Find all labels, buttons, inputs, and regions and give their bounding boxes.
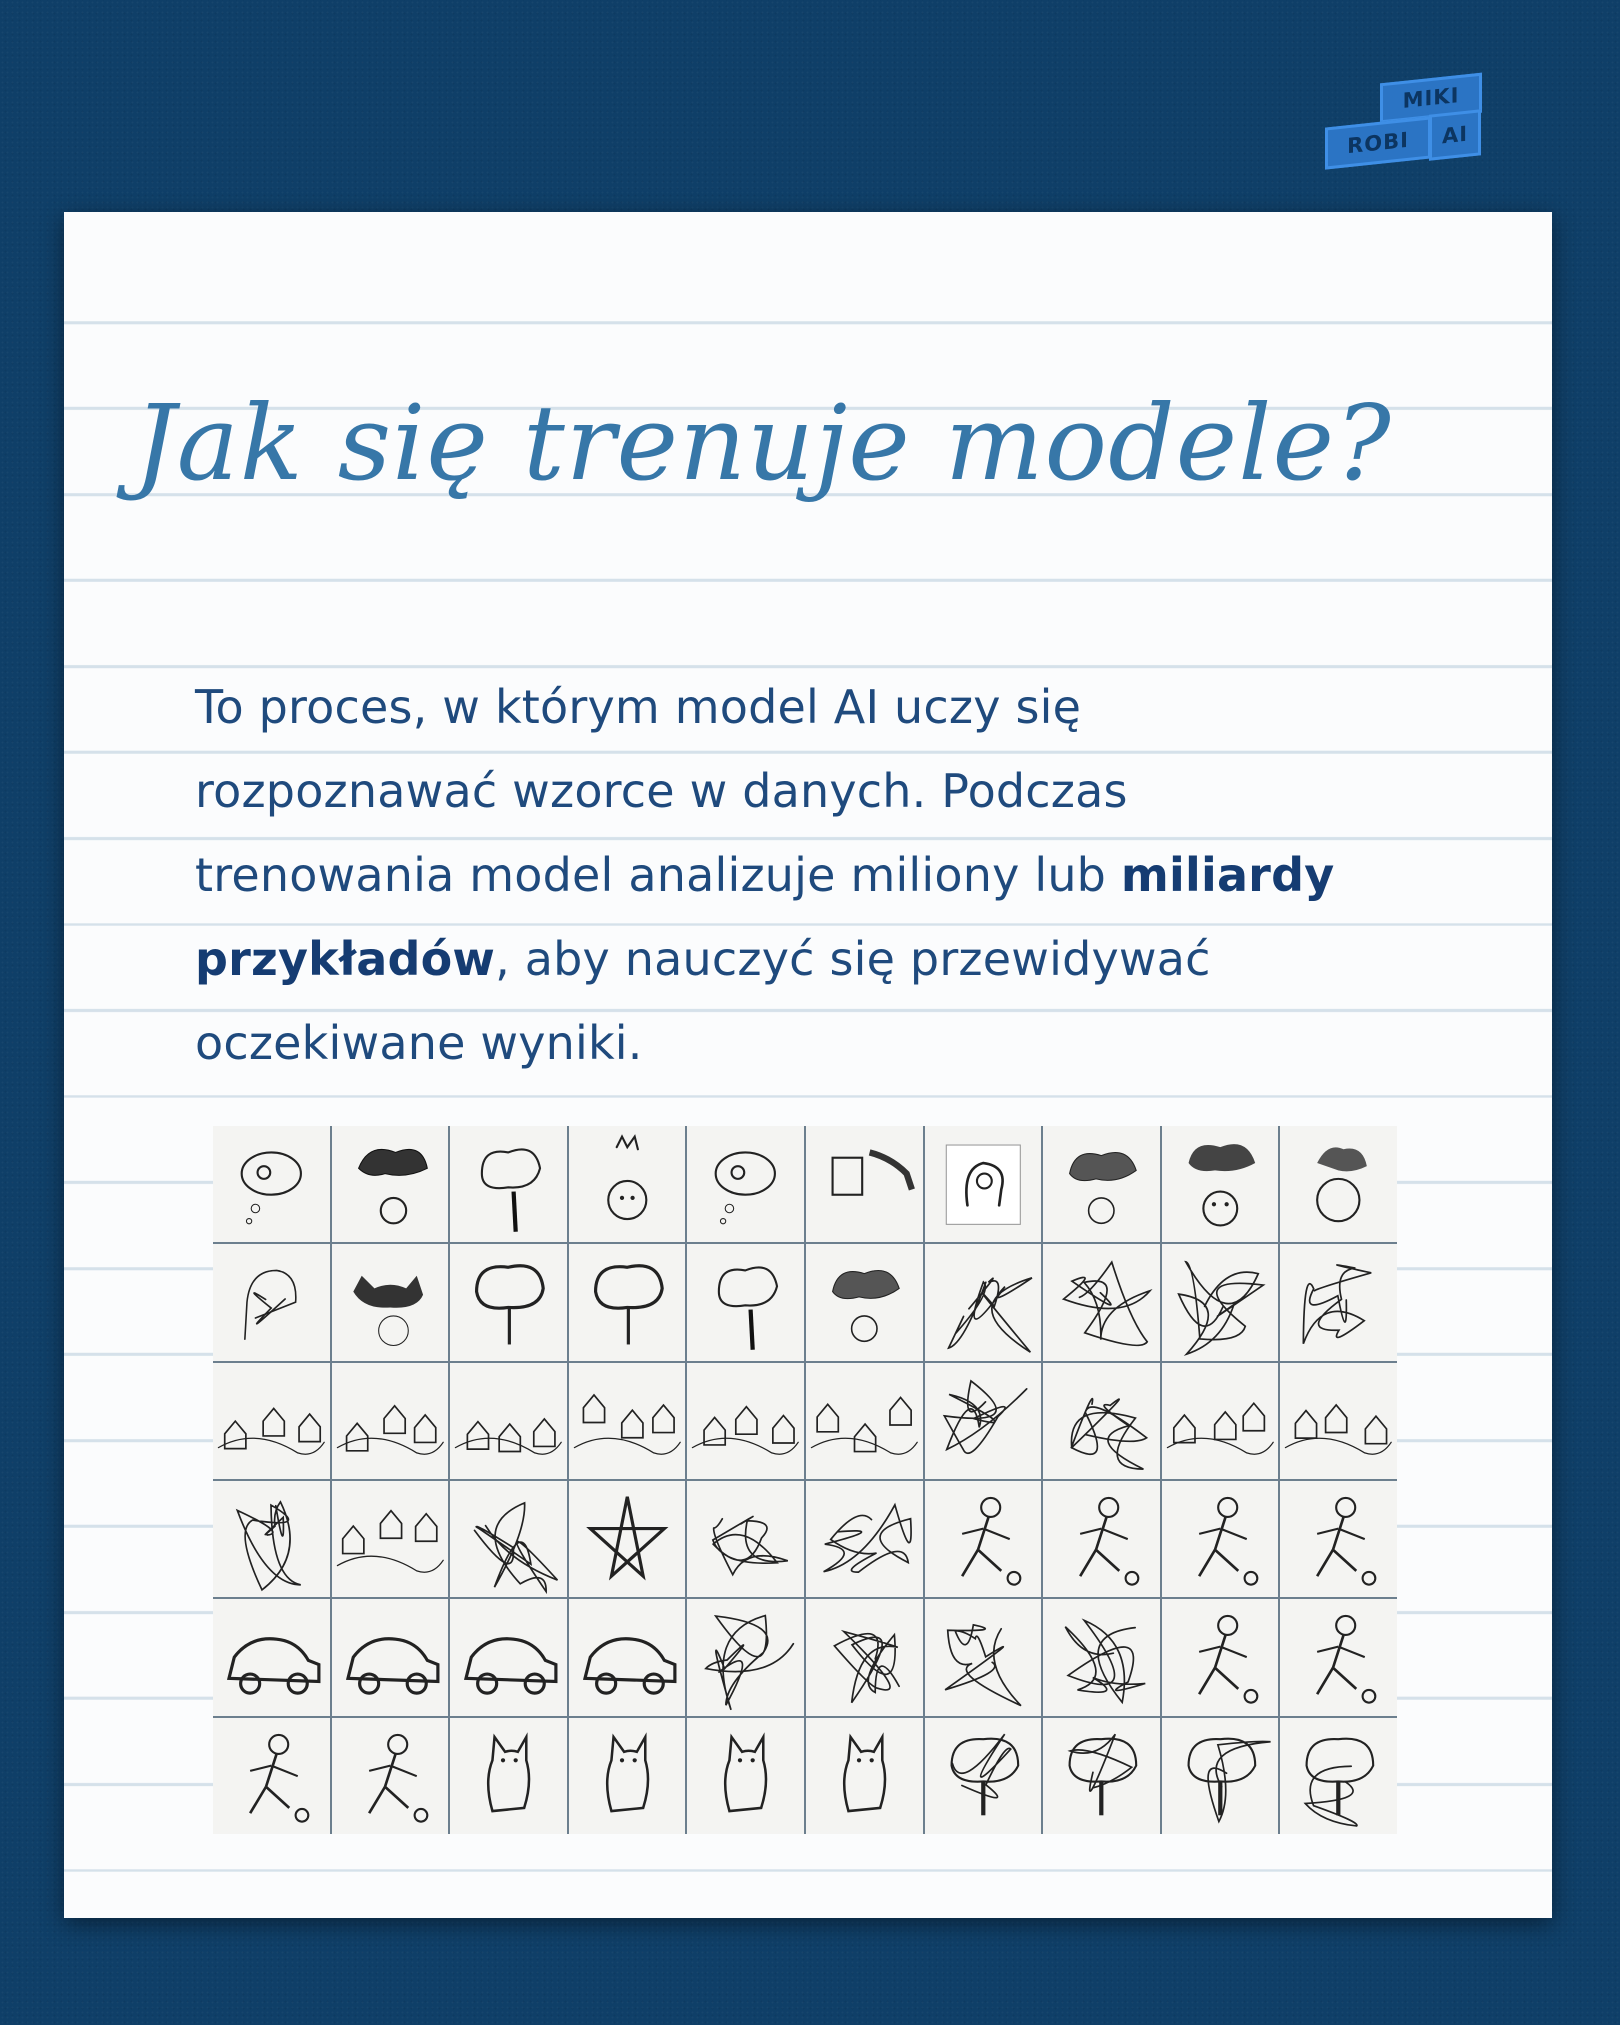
sketch-cat (569, 1718, 686, 1834)
sketch-stick-figure (213, 1718, 330, 1834)
sketch-houses (806, 1363, 923, 1479)
sketch-stick-figure (1162, 1481, 1279, 1597)
description-text-end: , aby nauczyć się przewidywać oczekiwane wyniki. (195, 932, 1211, 1070)
sketch-image-grid (213, 1126, 1397, 1834)
sketch-houses (213, 1363, 330, 1479)
sketch-cat-face (569, 1126, 686, 1242)
sketch-houses (332, 1481, 449, 1597)
sketch-tree (925, 1718, 1042, 1834)
lined-paper-card (64, 212, 1552, 1918)
sketch-car (332, 1599, 449, 1715)
sketch-houses (569, 1363, 686, 1479)
sketch-stick-figure (1043, 1481, 1160, 1597)
sketch-thought-bubble (213, 1126, 330, 1242)
sketch-scribble (806, 1481, 923, 1597)
description-text-start: To proces, w którym model AI uczy się rozpoznawać wzorce w danych. Podczas trenowania model analizuje miliony lub (195, 680, 1128, 902)
sketch-scribble (1280, 1244, 1397, 1360)
description-paragraph (195, 665, 1375, 1085)
brand-logo (1325, 60, 1485, 170)
sketch-hand-drawing (806, 1126, 923, 1242)
sketch-car (450, 1599, 567, 1715)
sketch-tree (1043, 1718, 1160, 1834)
sketch-scribble (1043, 1244, 1160, 1360)
sketch-scribble (450, 1481, 567, 1597)
sketch-cloud-face (332, 1126, 449, 1242)
sketch-stick-figure (1280, 1481, 1397, 1597)
sketch-scribble (1043, 1599, 1160, 1715)
sketch-cat-cloud (332, 1244, 449, 1360)
sketch-scribble (1043, 1363, 1160, 1479)
sketch-houses (687, 1363, 804, 1479)
sketch-scribble (213, 1481, 330, 1597)
logo-miki-block: MIKI (1380, 73, 1482, 124)
sketch-face-cat (1280, 1126, 1397, 1242)
sketch-houses (1280, 1363, 1397, 1479)
sketch-cloud-cat (1043, 1126, 1160, 1242)
sketch-cloud-cat (806, 1244, 923, 1360)
sketch-scribble (687, 1599, 804, 1715)
sketch-tree (1162, 1718, 1279, 1834)
sketch-scribble (925, 1599, 1042, 1715)
sketch-car (569, 1599, 686, 1715)
sketch-houses (1162, 1363, 1279, 1479)
sketch-thought-bubble (687, 1126, 804, 1242)
description-bold-text: miliardy przykładów (195, 848, 1335, 986)
sketch-houses (332, 1363, 449, 1479)
page-title: Jak się trenuje modele? (134, 382, 1392, 504)
sketch-cloud-pencil (687, 1244, 804, 1360)
sketch-cloud-tree (450, 1244, 567, 1360)
sketch-tree (1280, 1718, 1397, 1834)
sketch-cat (806, 1718, 923, 1834)
sketch-scribble (806, 1599, 923, 1715)
sketch-bird-scribble (213, 1244, 330, 1360)
sketch-houses (450, 1363, 567, 1479)
sketch-cloud-tree (569, 1244, 686, 1360)
sketch-stick-figure (332, 1718, 449, 1834)
sketch-cat (687, 1718, 804, 1834)
sketch-scribble (925, 1244, 1042, 1360)
sketch-head-silhouette (925, 1126, 1042, 1242)
sketch-stick-figure (1280, 1599, 1397, 1715)
sketch-stick-figure (1162, 1599, 1279, 1715)
sketch-cloud-pencil (450, 1126, 567, 1242)
sketch-face-cloud (1162, 1126, 1279, 1242)
logo-ai-block: AI (1429, 109, 1481, 160)
sketch-stick-figure (925, 1481, 1042, 1597)
sketch-cat (450, 1718, 567, 1834)
sketch-scribble (687, 1481, 804, 1597)
sketch-car (213, 1599, 330, 1715)
sketch-scribble (925, 1363, 1042, 1479)
sketch-scribble (1162, 1244, 1279, 1360)
sketch-star-figure (569, 1481, 686, 1597)
logo-robi-block: ROBI (1325, 116, 1431, 169)
